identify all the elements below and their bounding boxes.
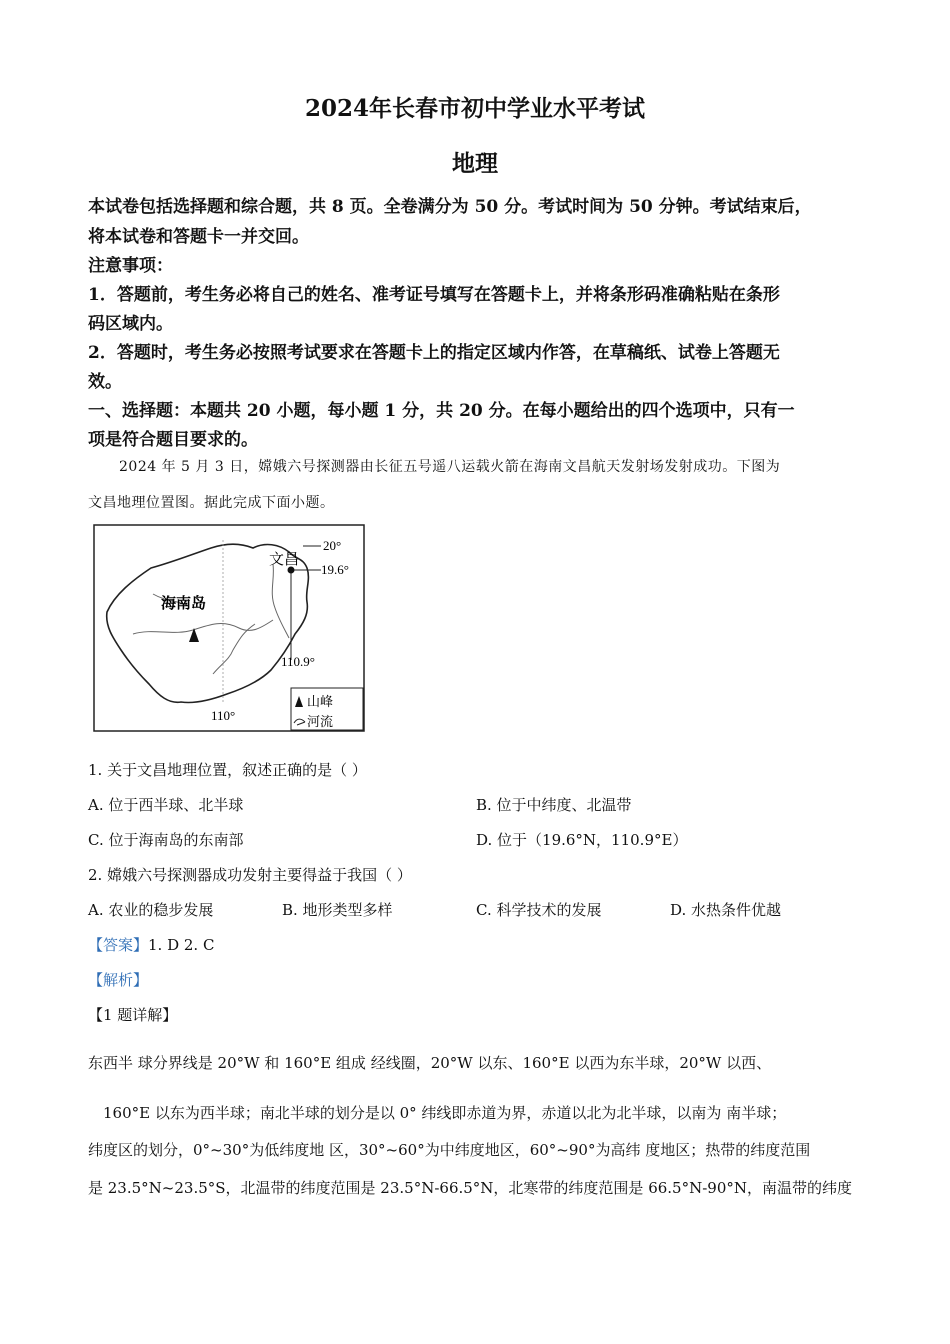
question-1-option-a[interactable]: A. 位于西半球、北半球 xyxy=(88,796,244,814)
lon-110-label: 110° xyxy=(211,708,236,723)
note-1-line-2: 码区域内。 xyxy=(88,314,173,334)
legend-river-label: 河流 xyxy=(307,714,334,729)
note-2-line-2: 效。 xyxy=(88,372,122,392)
section-1-line-1: 一、选择题：本题共 20 小题，每小题 1 分，共 20 分。在每小题给出的四个选项中，只有一 xyxy=(88,401,795,421)
island-label: 海南岛 xyxy=(161,596,207,612)
notes-heading: 注意事项： xyxy=(88,256,173,276)
exam-title: 2024年长春市初中学业水平考试 xyxy=(304,95,645,122)
note-1-line-1: 1．答题前，考生务必将自己的姓名、准考证号填写在答题卡上，并将条形码准确粘贴在条形 xyxy=(88,285,780,305)
passage-line-2: 文昌地理位置图。据此完成下面小题。 xyxy=(88,495,335,511)
question-2-option-d[interactable]: D. 水热条件优越 xyxy=(670,901,782,919)
question-2-option-c[interactable]: C. 科学技术的发展 xyxy=(476,901,602,919)
section-1-line-2: 项是符合题目要求的。 xyxy=(88,430,258,450)
analysis-paragraph-4: 是 23.5°N~23.5°S，北温带的纬度范围是 23.5°N-66.5°N，北寒带的纬度范围是 66.5°N-90°N，南温带的纬度 xyxy=(88,1179,852,1197)
analysis-paragraph-3: 纬度区的划分，0°~30°为低纬度地 区，30°~60°为中纬度地区，60°~90°为高纬 度地区；热带的纬度范围 xyxy=(88,1141,811,1159)
question-2-option-b[interactable]: B. 地形类型多样 xyxy=(282,901,393,919)
subject-title: 地理 xyxy=(452,150,498,177)
answer-line xyxy=(88,934,214,955)
analysis-label: 【解析】 xyxy=(88,971,149,989)
question-1-option-c[interactable]: C. 位于海南岛的东南部 xyxy=(88,831,244,849)
passage-line-1: 2024 年 5 月 3 日，嫦娥六号探测器由长征五号遥八运载火箭在海南文昌航天发射场发射成功。下图为 xyxy=(119,459,781,475)
analysis-paragraph-1: 东西半 球分界线是 20°W 和 160°E 组成 经线圈，20°W 以东、160°E 以西为东半球，20°W 以西、 xyxy=(88,1054,772,1072)
wenchang-location-map xyxy=(93,524,365,732)
legend-peak-label: 山峰 xyxy=(307,694,334,709)
city-label: 文昌 xyxy=(269,552,300,568)
question-1-option-b[interactable]: B. 位于中纬度、北温带 xyxy=(476,796,632,814)
lat-20-label: 20° xyxy=(323,538,342,553)
q1-detail-heading: 【1 题详解】 xyxy=(88,1006,178,1024)
answer-label: 【答案】 xyxy=(88,936,149,954)
intro-line-2: 将本试卷和答题卡一并交回。 xyxy=(88,227,309,247)
analysis-paragraph-2: 160°E 以东为西半球；南北半球的划分是以 0° 纬线即赤道为界，赤道以北为北半球，以南为 南半球； xyxy=(103,1104,787,1122)
question-2-stem: 2. 嫦娥六号探测器成功发射主要得益于我国（ ） xyxy=(88,866,412,884)
lon-1109-label: 110.9° xyxy=(281,654,315,669)
question-2-option-a[interactable]: A. 农业的稳步发展 xyxy=(88,901,214,919)
question-1-option-d[interactable]: D. 位于（19.6°N，110.9°E） xyxy=(476,831,688,849)
lat-196-label: 19.6° xyxy=(321,562,349,577)
answer-value: 1. D 2. C xyxy=(148,936,215,954)
note-2-line-1: 2．答题时，考生务必按照考试要求在答题卡上的指定区域内作答，在草稿纸、试卷上答题无 xyxy=(88,343,780,363)
intro-line-1: 本试卷包括选择题和综合题，共 8 页。全卷满分为 50 分。考试时间为 50 分钟。考试结束后， xyxy=(88,197,812,217)
question-1-stem: 1. 关于文昌地理位置，叙述正确的是（ ） xyxy=(88,761,367,779)
